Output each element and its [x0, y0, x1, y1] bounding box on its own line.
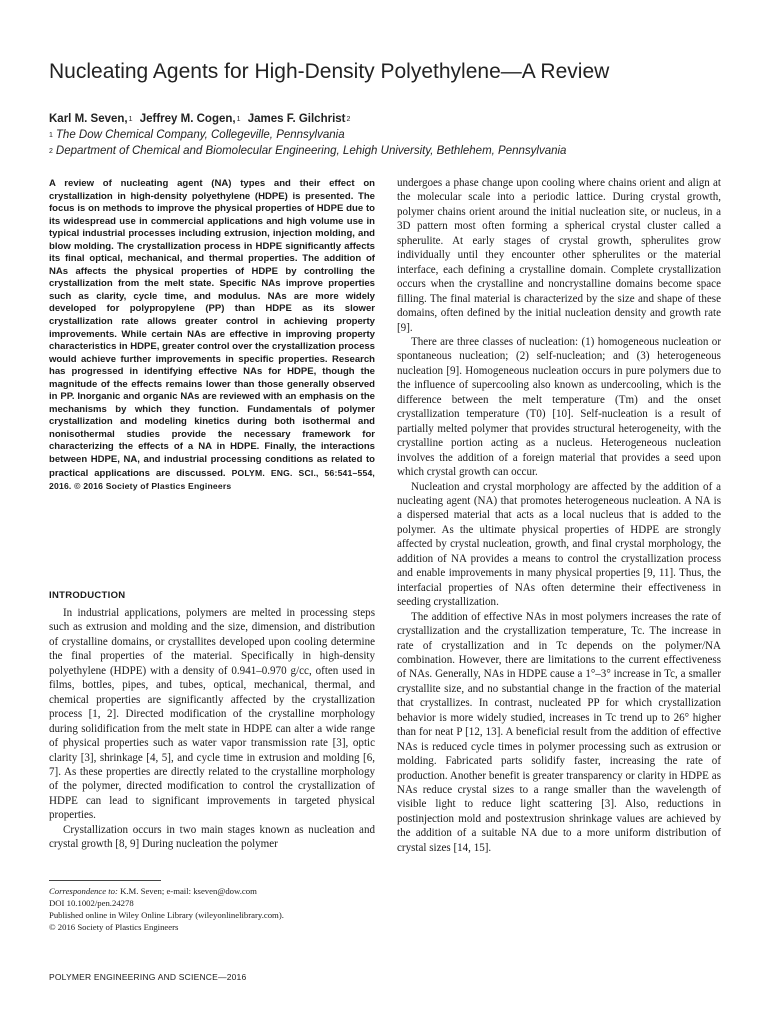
- author-list: [49, 112, 739, 127]
- doi: DOI 10.1002/pen.24278: [49, 898, 134, 909]
- published-online: Published online in Wiley Online Library (wileyonlinelibrary.com).: [49, 910, 284, 921]
- journal-footer: POLYMER ENGINEERING AND SCIENCE—2016: [49, 972, 247, 982]
- footnote-divider: [49, 880, 161, 881]
- abstract-block: [49, 178, 375, 494]
- body-paragraph: Nucleation and crystal morphology are affected by the addition of a nucleating agent (NA) that promotes heterogeneous nucleation. A NA is a dispersed material that acts as a local nucleus that is added to the polymer. As the ultimate physical properties of HDPE are strongly affected by crystal nucleation, growth, and final crystal morphology, the addition of NA provides a means to control the crystallization process and enable improvements in many physical properties [9, 11]. Thus, the interfacial properties of NAs often determine their effectiveness in seeding crystallization.: [397, 480, 721, 609]
- section-heading: INTRODUCTION: [49, 590, 126, 601]
- affiliation: $^2$ Department of Chemical and Biomolecular Engineering, Lehigh University, Bethlehem, Pennsylvania: [49, 145, 567, 157]
- author: Karl M. Seven,$^1$: [49, 113, 133, 125]
- body-paragraph: There are three classes of nucleation: (1) homogeneous nucleation or spontaneous nucleation; (2) self-nucleation; and (3) heterogeneous nucleation [9]. Homogeneous nucleation occurs in pure polymers due to the influence of supercooling also known as undercooling, which is the difference between the melt temperature (Tm) and the onset crystallization temperature (T0) [10]. Self-nucleation is a result of partially melted polymer that provides structural heterogeneity, with the crystalline portion acting as a nucleus. Heterogeneous nucleation involves the addition of a foreign material that provides a seed upon which crystal growth can occur.: [397, 335, 721, 479]
- author: James F. Gilchrist$^2$: [247, 113, 351, 125]
- correspondence: Correspondence to: K.M. Seven; e-mail: kseven@dow.com: [49, 886, 257, 896]
- abstract-citation: POLYM. ENG. SCI., 56:541–554, 2016. © 2016 Society of Plastics Engineers: [49, 467, 376, 492]
- body-paragraph: undergoes a phase change upon cooling where chains orient and align at the molecular scale into a periodic lattice. During crystal growth, polymer chains orient around the initial nucleation site, or nucleus, in a 3D pattern most often forming a spherical crystal cluster called a spherulite. At early stages of crystal growth, spherulites grow individually until they encounter other spherulites or the material interface, each defining a crystalline domain. Complete crystallization occurs when the crystalline and noncrystalline domains become space filling. The final material is characterized by the size and shape of these domains, often defined by the initial nucleation density and growth rate [9].: [397, 177, 721, 334]
- paper-title: Nucleating Agents for High-Density Polyethylene—A Review: [49, 60, 610, 83]
- affiliation: $^1$ The Dow Chemical Company, Collegeville, Pennsylvania: [49, 129, 345, 141]
- body-paragraph: In industrial applications, polymers are melted in processing steps such as extrusion and molding and the size, dimension, and distribution of crystalline domains, or crystallites developed upon cooling determine the final properties of the material. Specifically in high-density polyethylene (HDPE) with a density of 0.941–0.970 g/cc, often used in films, bottles, pipes, and tubes, optical, mechanical, thermal, and chemical properties are significantly affected by the crystallization process [1, 2]. Directed modification of the crystalline morphology during solidification from the melt state in HDPE can alter a wide range of physical properties such as water vapor transmission rate [3], optic clarity [3], shrinkage [4, 5], and cycle time in extrusion and molding [6, 7]. As these properties are directly related to the crystalline morphology of the polymer, directed modification to control the crystallization of HDPE can lead to significant improvements in targeted physical properties.: [49, 607, 375, 822]
- intro-left-column: [49, 606, 375, 852]
- body-paragraph: Crystallization occurs in two main stages known as nucleation and crystal growth [8, 9] During nucleation the polymer: [49, 823, 375, 851]
- author: Jeffrey M. Cogen,$^1$: [139, 113, 241, 125]
- body-paragraph: The addition of effective NAs in most polymers increases the rate of crystallization and the crystallization temperature, Tc. The increase in rate of crystallization and in Tc depends on the polymer/NA combination. However, there are limitations to the current effectiveness of NAs. Generally, NAs in HDPE cause a 1°–3° increase in Tc, a smaller crystallite size, and no substantial change in the fraction of the material that crystallizes. In contrast, nucleated PP for which crystallization behavior is more widely studied, increases in Tc trend up to 26° higher than for neat P [12, 13]. A beneficial result from the addition of effective NAs is reduced cycle times in polymer processing such as extrusion or molding. Fabricated parts solidify faster, increasing the rate of production. Another benefit is greater transparency or clarity in HDPE as NAs reduce crystal sizes to a range smaller than the wavelength of visible light to reduce light scattering [3]. Also, reductions in postinjection mold and postextrusion shrinkage values are achieved by the addition of a suitable NA due to a more uniform distribution of crystal sizes [14, 15].: [397, 610, 721, 854]
- right-column: [397, 176, 721, 855]
- abstract: A review of nucleating agent (NA) types and their effect on crystallization in high-density polyethylene (HDPE) is presented. The focus is on methods to improve the physical properties of HDPE due to its widespread use in commercial applications and high volume use in typical industrial processes including extrusion, injection molding, and blow molding. The crystallization process in HDPE significantly affects its final optical, mechanical, and thermal properties. The addition of NAs affects the physical properties of HDPE by controlling the crystallization from the melt state. Specific NAs improve properties such as clarity, cycle time, and modulus. NAs are more widely developed for polypropylene (PP) than HDPE as its slower crystallization rate allows greater control in achieving property improvements. While certain NAs are effective in improving property characteristics in HDPE, greater control over the crystallization process would achieve further improvements in specific properties. Research has progressed in identifying effective NAs for HDPE, though the magnitude of the effects remains lower than those generally observed in PP. Inorganic and organic NAs are reviewed with an emphasis on the mechanisms by which they function. Fundamentals of polymer crystallization and modeling kinetics during both isothermal and nonisothermal studies provide the necessary framework for characterizing the effects of a NA in HDPE. Finally, the interactions between HDPE, NA, and industrial processing conditions as related to practical applications are discussed. POLYM. ENG. SCI., 56:541–554, 2016. © 2016 Society of Plastics Engineers: [49, 178, 376, 492]
- footnotes: [49, 885, 375, 933]
- copyright: © 2016 Society of Plastics Engineers: [49, 922, 179, 933]
